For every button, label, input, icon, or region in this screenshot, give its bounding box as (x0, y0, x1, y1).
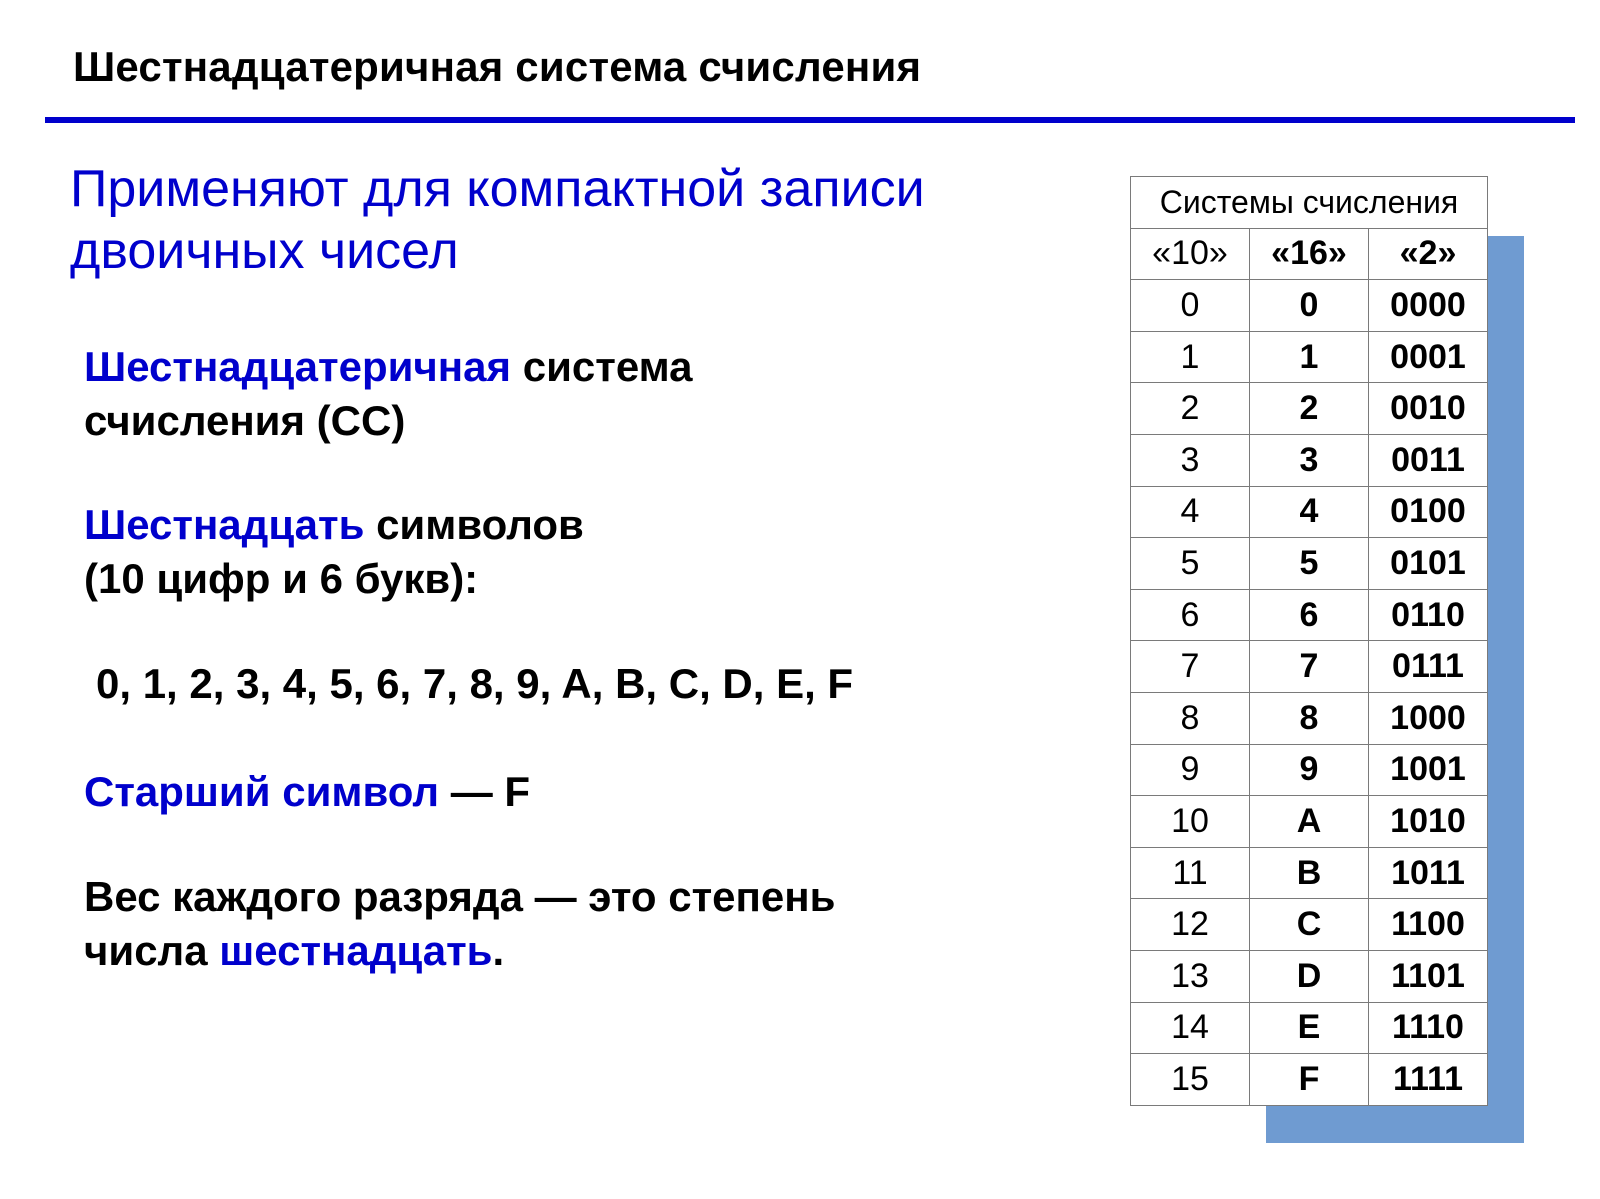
highest-symbol-paragraph (84, 765, 530, 819)
hex-cell: 8 (1250, 692, 1369, 744)
decimal-cell: 4 (1131, 486, 1250, 538)
binary-cell: 0011 (1369, 434, 1488, 486)
term-sixteen: Шестнадцать (84, 501, 365, 548)
hex-cell: 5 (1250, 538, 1369, 590)
table-row (1131, 847, 1488, 899)
table-row (1131, 950, 1488, 1002)
binary-cell: 1100 (1369, 899, 1488, 951)
term-system: система (511, 343, 693, 390)
decimal-cell: 12 (1131, 899, 1250, 951)
decimal-cell: 10 (1131, 796, 1250, 848)
subtitle-line-1: Применяют для компактной записи (70, 160, 925, 218)
table-row (1131, 486, 1488, 538)
decimal-cell: 14 (1131, 1002, 1250, 1054)
digit-weight-line-1: Вес каждого разряда — это степень (84, 873, 836, 920)
hex-cell: D (1250, 950, 1369, 1002)
binary-cell: 0001 (1369, 331, 1488, 383)
table-row (1131, 899, 1488, 951)
hex-cell: 4 (1250, 486, 1369, 538)
binary-cell: 0111 (1369, 641, 1488, 693)
symbols-breakdown: (10 цифр и 6 букв): (84, 555, 479, 602)
binary-cell: 0000 (1369, 280, 1488, 332)
hex-cell: C (1250, 899, 1369, 951)
subtitle-line-2: двоичных чисел (70, 222, 459, 280)
table-row (1131, 641, 1488, 693)
table-row (1131, 1054, 1488, 1106)
binary-cell: 1101 (1369, 950, 1488, 1002)
table-row (1131, 692, 1488, 744)
title-divider (45, 117, 1575, 123)
term-hexadecimal: Шестнадцатеричная (84, 343, 512, 390)
binary-cell: 0101 (1369, 538, 1488, 590)
symbols-list (96, 657, 853, 711)
table-row (1131, 280, 1488, 332)
hex-cell: 6 (1250, 589, 1369, 641)
table-row (1131, 1002, 1488, 1054)
table-row (1131, 796, 1488, 848)
decimal-cell: 7 (1131, 641, 1250, 693)
binary-cell: 1000 (1369, 692, 1488, 744)
binary-cell: 1010 (1369, 796, 1488, 848)
number-systems-table (1130, 176, 1488, 1106)
binary-cell: 1110 (1369, 1002, 1488, 1054)
decimal-cell: 13 (1131, 950, 1250, 1002)
hex-cell: 3 (1250, 434, 1369, 486)
table-caption-row (1131, 177, 1488, 229)
hex-cell: 9 (1250, 744, 1369, 796)
hex-cell: 1 (1250, 331, 1369, 383)
hex-cell: F (1250, 1054, 1369, 1106)
term-sixteen-base: шестнадцать (219, 927, 493, 974)
binary-cell: 1001 (1369, 744, 1488, 796)
definition-line-2: счисления (СС) (84, 397, 406, 444)
digit-weight-paragraph: Вес каждого разряда — это степень числа шестнадцать. (84, 870, 835, 978)
header-binary: «2» (1369, 228, 1488, 280)
highest-symbol-value: — F (439, 768, 531, 815)
table-caption: Системы счисления (1131, 177, 1488, 229)
hex-cell: 2 (1250, 383, 1369, 435)
table-row (1131, 331, 1488, 383)
header-hex: «16» (1250, 228, 1369, 280)
decimal-cell: 2 (1131, 383, 1250, 435)
term-highest-symbol: Старший символ (84, 768, 440, 815)
slide-title: Шестнадцатеричная система счисления (73, 43, 922, 90)
table-row (1131, 538, 1488, 590)
table-row (1131, 383, 1488, 435)
hex-cell: E (1250, 1002, 1369, 1054)
binary-cell: 0110 (1369, 589, 1488, 641)
binary-cell: 1111 (1369, 1054, 1488, 1106)
hex-cell: 0 (1250, 280, 1369, 332)
binary-cell: 0010 (1369, 383, 1488, 435)
decimal-cell: 8 (1131, 692, 1250, 744)
table-row (1131, 434, 1488, 486)
table-header-row (1131, 228, 1488, 280)
decimal-cell: 15 (1131, 1054, 1250, 1106)
decimal-cell: 6 (1131, 589, 1250, 641)
binary-cell: 1011 (1369, 847, 1488, 899)
decimal-cell: 0 (1131, 280, 1250, 332)
table-row (1131, 589, 1488, 641)
hex-cell: A (1250, 796, 1369, 848)
decimal-cell: 5 (1131, 538, 1250, 590)
definition-paragraph (84, 340, 693, 448)
decimal-cell: 3 (1131, 434, 1250, 486)
symbols-list-text: 0, 1, 2, 3, 4, 5, 6, 7, 8, 9, A, B, C, D, E, F (96, 660, 854, 707)
decimal-cell: 11 (1131, 847, 1250, 899)
decimal-cell: 9 (1131, 744, 1250, 796)
hex-cell: 7 (1250, 641, 1369, 693)
binary-cell: 0100 (1369, 486, 1488, 538)
hex-cell: B (1250, 847, 1369, 899)
decimal-cell: 1 (1131, 331, 1250, 383)
table-row (1131, 744, 1488, 796)
digit-weight-line-2: числа (84, 927, 220, 974)
term-symbols: символов (364, 501, 584, 548)
subtitle (70, 158, 1080, 282)
header-decimal: «10» (1131, 228, 1250, 280)
symbols-count-paragraph (84, 498, 584, 606)
